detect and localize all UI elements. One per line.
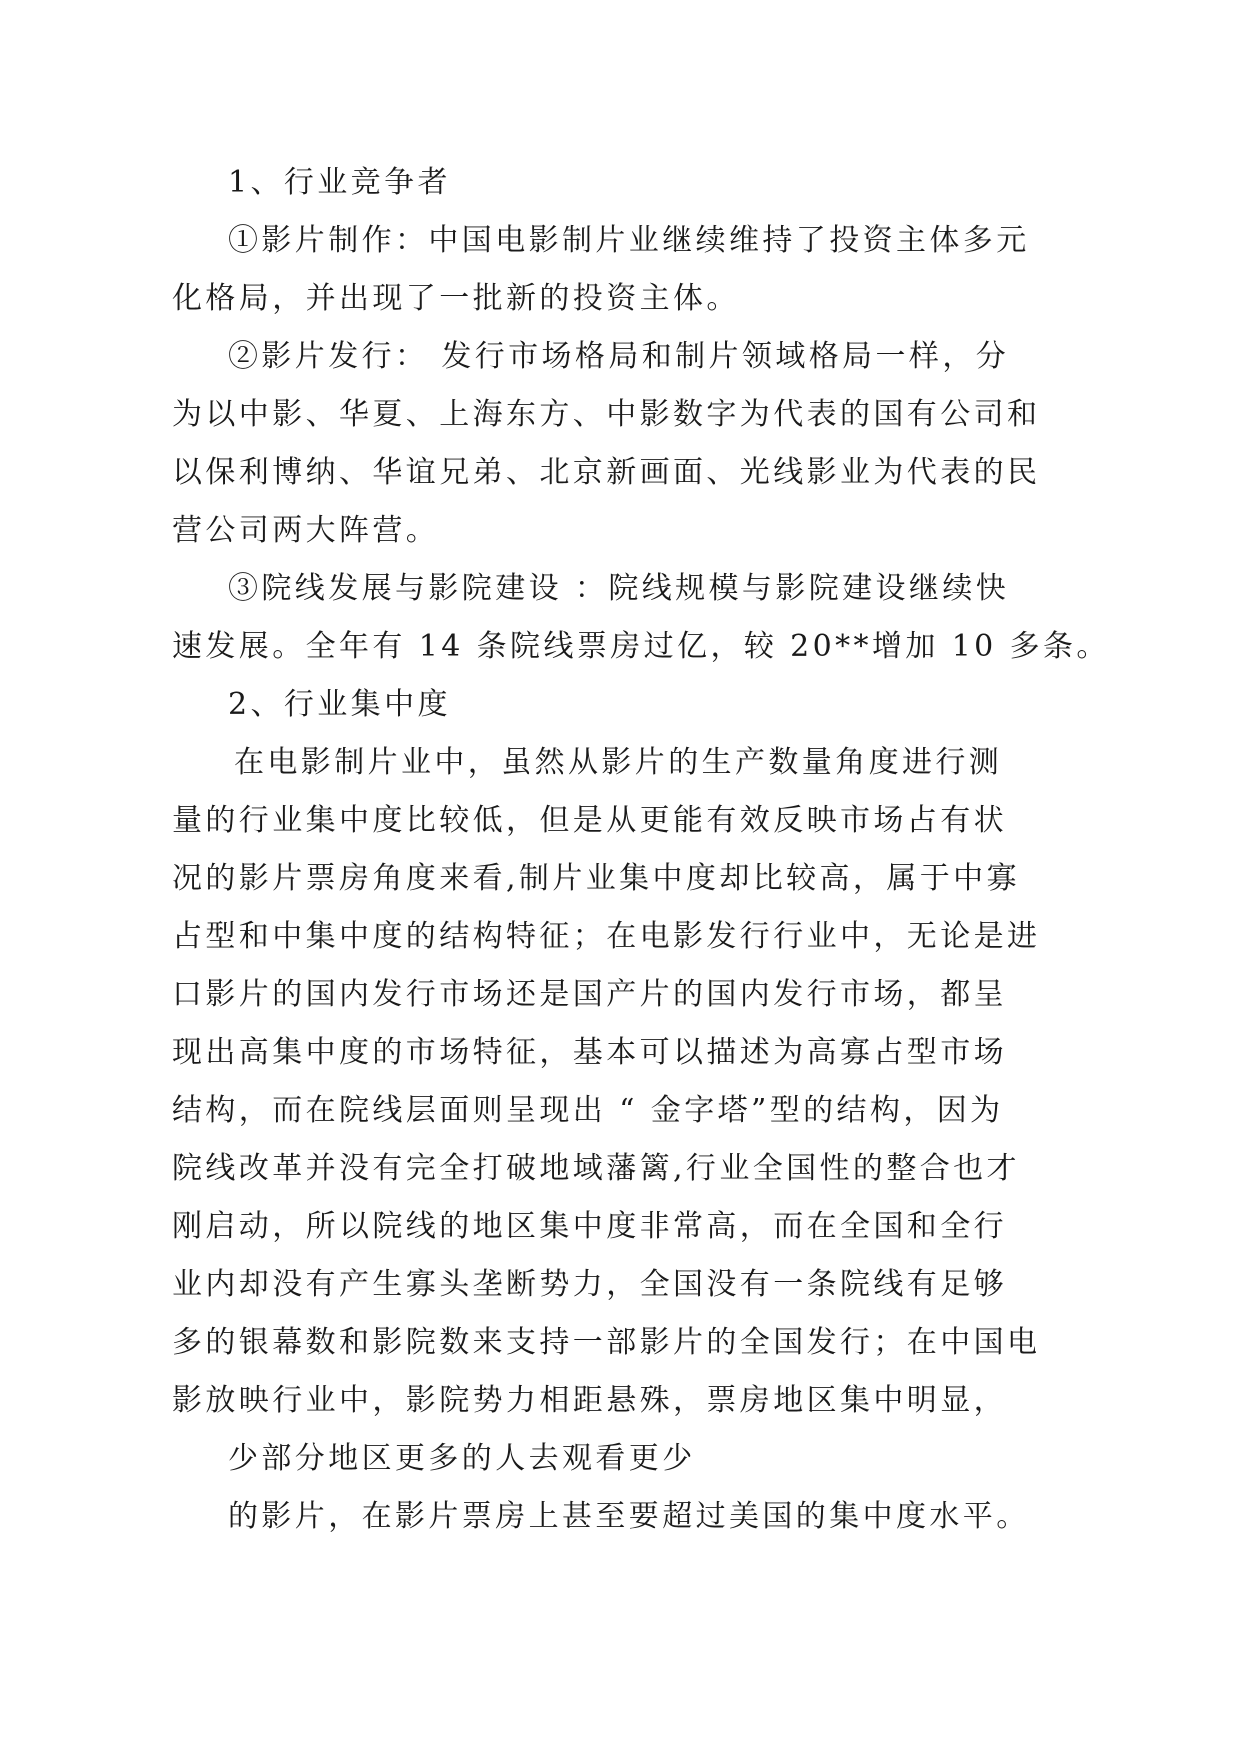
heading-competitors: 1、行业竞争者 bbox=[228, 165, 451, 200]
paragraph-line: 业内却没有产生寡头垄断势力，全国没有一条院线有足够 bbox=[172, 1267, 1007, 1302]
paragraph-line: ②影片发行： 发行市场格局和制片领域格局一样，分 bbox=[228, 339, 1010, 374]
paragraph-line: 口影片的国内发行市场还是国产片的国内发行市场，都呈 bbox=[172, 977, 1007, 1012]
paragraph-line: 营公司两大阵营。 bbox=[172, 513, 440, 548]
paragraph-line: ①影片制作：中国电影制片业继续维持了投资主体多元 bbox=[228, 223, 1030, 258]
paragraph-line: 速发展。全年有 14 条院线票房过亿，较 20**增加 10 多条。 bbox=[172, 629, 1110, 664]
paragraph-line: 量的行业集中度比较低，但是从更能有效反映市场占有状 bbox=[172, 803, 1007, 838]
heading-concentration: 2、行业集中度 bbox=[228, 687, 451, 722]
paragraph-line: 在电影制片业中，虽然从影片的生产数量角度进行测 bbox=[234, 745, 1003, 780]
paragraph-line: 占型和中集中度的结构特征；在电影发行行业中，无论是进 bbox=[172, 919, 1041, 954]
paragraph-line: 现出高集中度的市场特征，基本可以描述为高寡占型市场 bbox=[172, 1035, 1007, 1070]
paragraph-line: 多的银幕数和影院数来支持一部影片的全国发行；在中国电 bbox=[172, 1325, 1041, 1360]
paragraph-line: 以保利博纳、华谊兄弟、北京新画面、光线影业为代表的民 bbox=[172, 455, 1041, 490]
paragraph-line: 况的影片票房角度来看,制片业集中度却比较高，属于中寡 bbox=[172, 861, 1020, 896]
paragraph-line: 的影片，在影片票房上甚至要超过美国的集中度水平。 bbox=[228, 1499, 1030, 1534]
paragraph-line: 为以中影、华夏、上海东方、中影数字为代表的国有公司和 bbox=[172, 397, 1041, 432]
paragraph-line: 少部分地区更多的人去观看更少 bbox=[228, 1441, 696, 1476]
paragraph-line: 结构，而在院线层面则呈现出 “ 金字塔”型的结构，因为 bbox=[172, 1093, 1004, 1128]
paragraph-line: 院线改革并没有完全打破地域藩篱,行业全国性的整合也才 bbox=[172, 1151, 1020, 1186]
paragraph-line: 刚启动，所以院线的地区集中度非常高，而在全国和全行 bbox=[172, 1209, 1007, 1244]
paragraph-line: 影放映行业中，影院势力相距悬殊，票房地区集中明显， bbox=[172, 1383, 1007, 1418]
paragraph-line: 化格局，并出现了一批新的投资主体。 bbox=[172, 281, 740, 316]
paragraph-line: ③院线发展与影院建设 ：院线规模与影院建设继续快 bbox=[228, 571, 1010, 606]
